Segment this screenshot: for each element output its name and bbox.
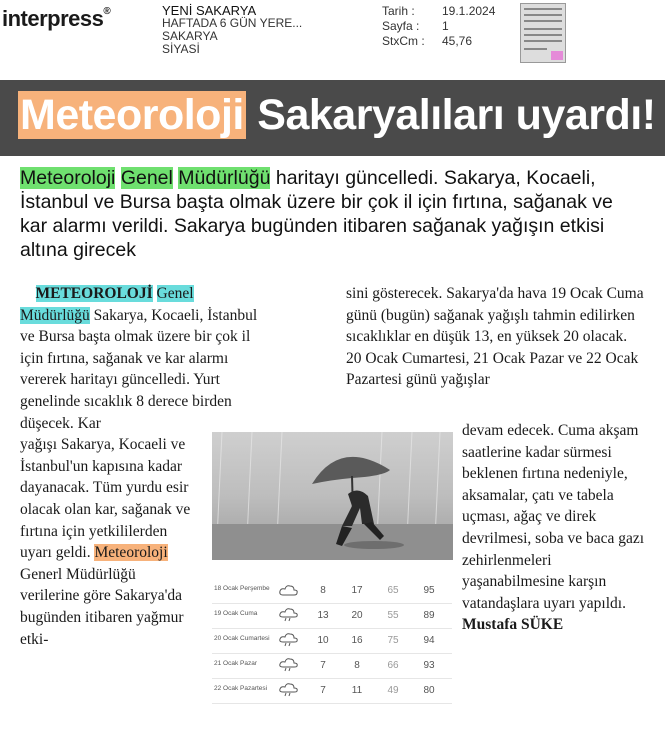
article-column-2: sini gösterecek. Sakarya'da hava 19 Ocak Cuma günü (bugün) sağanak yağışlı tahmin edilirken sıcaklıklar en düşük 13, en yüksek 20 olacak. 20 Ocak Cumartesi, 21 Ocak Pazar ve 22 Ocak Pazartesi günü yağışlar	[346, 285, 644, 389]
publication-city: SAKARYA	[162, 29, 218, 43]
clipping-header	[0, 0, 665, 78]
page-thumbnail[interactable]	[520, 3, 566, 63]
meta-date: Tarih : 19.1.2024	[382, 4, 496, 18]
cloud-icon	[278, 583, 300, 597]
rain-umbrella-photo	[212, 432, 453, 560]
weather-forecast-table	[212, 576, 452, 704]
rain-cloud-icon	[278, 633, 300, 647]
title-rest: Sakaryalıları uyardı!	[257, 91, 656, 139]
article-title	[18, 88, 656, 143]
article-column-3: devam edecek. Cuma akşam saatlerine kadar sürmesi beklenen fırtına nedeniyle, aksamalar, çatı ve tabela uçması, ağaç ve direk devrilmesi, soba ve baca gazı zehirlenmeleri yaşanabilmesine karşın vatandaşlara uyarı yapıldı. Mustafa SÜKE	[462, 420, 652, 636]
forecast-row: 22 Ocak Pazartesi 7 11 49 80	[212, 678, 452, 704]
clipping-meta	[382, 4, 495, 49]
rain-cloud-icon	[278, 683, 300, 697]
forecast-row: 20 Ocak Cumartesi 10 16 75 94	[212, 628, 452, 654]
title-highlight: Meteoroloji	[20, 91, 244, 139]
article-lead: Meteoroloji Genel Müdürlüğü haritayı güncelledi. Sakarya, Kocaeli, İstanbul ve Bursa başta olmak üzere bir çok il için fırtına, sağanak ve kar alarmı verildi. Sakarya bugünden itibaren sağanak yağışın etkisi altına girecek	[20, 167, 613, 261]
publication-info	[162, 4, 302, 56]
publication-section: SİYASİ	[162, 42, 200, 56]
forecast-row: 21 Ocak Pazar 7 8 66 93	[212, 653, 452, 679]
forecast-row: 19 Ocak Cuma 13 20 55 89	[212, 603, 452, 629]
article-column-1: METEOROLOJİ Genel Müdürlüğü Sakarya, Kocaeli, İstanbul ve Bursa başta olmak üzere bir çok il için fırtına, sağanak ve kar alarmı vererek haritayı güncelledi. Yurt genelinde sıcaklık 8 derece birden düşecek. Kar yağışı Sakarya, Kocaeli ve İstanbul'un kapısına kadar dayanacak. Tüm yurdu esir olacak olan kar, sağanak ve fırtına için yetkililerden uyarı geldi. Meteoroloji Generl Müdürlüğü verilerine göre Sakarya'da bugünden itibaren yağmur etki-	[20, 285, 258, 648]
rain-cloud-icon	[278, 658, 300, 672]
meta-stxcm: StxCm : 45,76	[382, 34, 473, 48]
meta-page: Sayfa : 1	[382, 19, 449, 33]
rain-cloud-icon	[278, 608, 300, 622]
interpress-logo: interpress®	[2, 6, 111, 31]
publication-frequency: HAFTADA 6 GÜN YERE...	[162, 16, 303, 30]
publication-name: YENİ SAKARYA	[162, 3, 257, 18]
byline: Mustafa SÜKE	[462, 616, 564, 634]
forecast-row: 18 Ocak Perşembe 8 17 65 95	[212, 578, 452, 604]
